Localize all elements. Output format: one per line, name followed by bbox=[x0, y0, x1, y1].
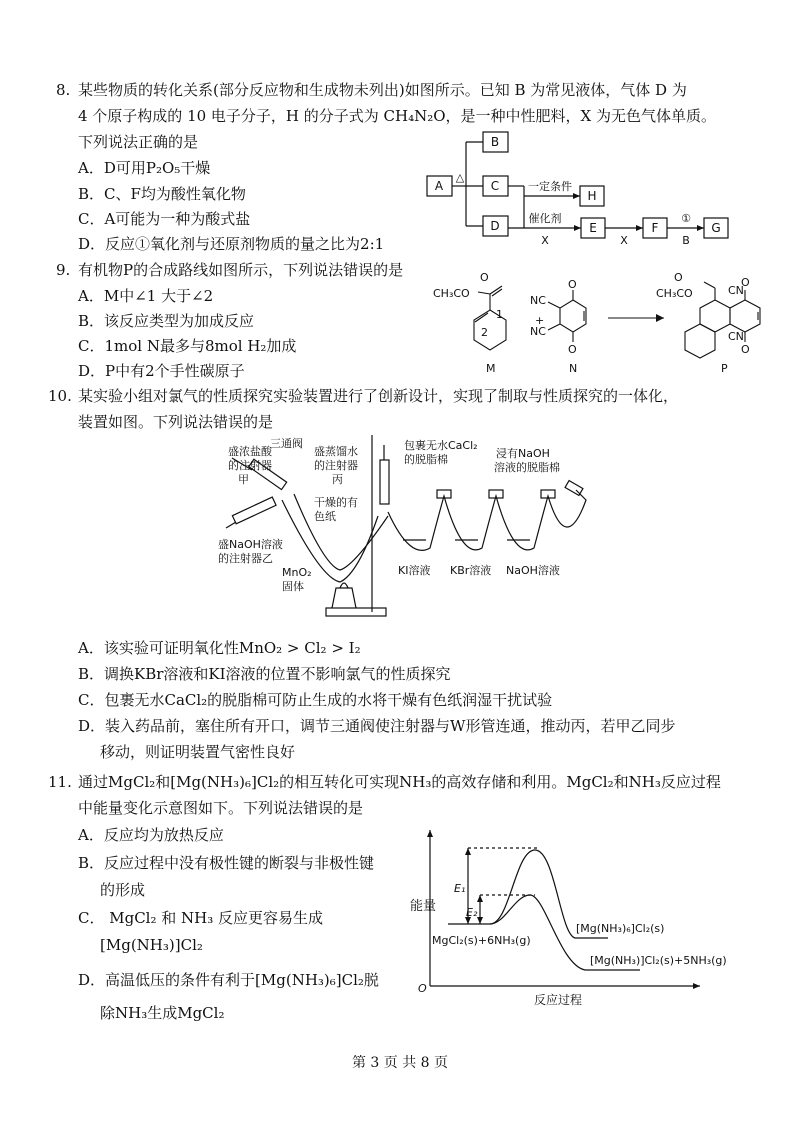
reactant-label: MgCl₂(s)+6NH₃(g) bbox=[432, 934, 531, 947]
q8-line-3: 下列说法正确的是 bbox=[78, 133, 199, 151]
q9-synthesis-scheme bbox=[0, 260, 800, 380]
m-angle-2: 2 bbox=[481, 326, 488, 339]
q9-option-d: D．P中有2个手性碳原子 bbox=[78, 362, 245, 380]
b-reagent-label: B bbox=[682, 234, 690, 247]
mno2-label-1: MnO₂ bbox=[282, 566, 312, 579]
heat-symbol: △ bbox=[455, 171, 465, 184]
q9-number: 9. bbox=[56, 261, 71, 279]
q8-option-b: B．C、F均为酸性氧化物 bbox=[78, 185, 246, 203]
q9-option-a: A．M中∠1 大于∠2 bbox=[78, 287, 214, 305]
q11-option-d-2: 除NH₃生成MgCl₂ bbox=[100, 1004, 225, 1022]
q10-option-a: A．该实验可证明氧化性MnO₂ > Cl₂ > I₂ bbox=[78, 639, 361, 657]
q11-option-c-1: C． MgCl₂ 和 NH₃ 反应更容易生成 bbox=[78, 909, 324, 927]
condition-label: 一定条件 bbox=[528, 180, 572, 193]
q11-option-b-2: 的形成 bbox=[100, 881, 146, 899]
x-axis-label: 反应过程 bbox=[534, 993, 583, 1007]
m-acetoxy: CH₃CO bbox=[433, 287, 470, 300]
node-c: C bbox=[490, 179, 500, 193]
cacl2-cotton-label-1: 包裹无水CaCl₂ bbox=[404, 439, 478, 452]
q10-option-d: D．装入药品前，塞住所有开口，调节三通阀使注射器与W形管连通，推动丙，若甲乙同步 bbox=[78, 717, 676, 735]
n-cn-top: NC bbox=[530, 294, 546, 307]
node-f: F bbox=[651, 221, 659, 235]
syringe-a-label-1: 盛浓盐酸 bbox=[228, 445, 272, 458]
q11-line-1: 11. 通过MgCl₂和[Mg(NH₃)₆]Cl₂的相互转化可实现NH₃的高效存储和利用。MgCl₂和NH₃反应过程 bbox=[48, 773, 721, 791]
q9-stem: 9. 有机物P的合成路线如图所示，下列说法错误的是 bbox=[56, 261, 404, 279]
q9-option-b: B．该反应类型为加成反应 bbox=[78, 312, 255, 330]
q8-option-a: A．D可用P₂O₅干燥 bbox=[78, 159, 211, 177]
node-a: A bbox=[434, 179, 444, 193]
p-o-top: O bbox=[741, 276, 750, 289]
naoh-solution-label: NaOH溶液 bbox=[506, 564, 560, 577]
hexaammine-product-label: [Mg(NH₃)₆]Cl₂(s) bbox=[576, 922, 665, 935]
y-axis-label: 能量 bbox=[410, 899, 437, 914]
q11-option-b-1: B．反应过程中没有极性键的断裂与非极性键 bbox=[78, 854, 375, 872]
syringe-c-label-3: 丙 bbox=[332, 473, 343, 486]
q11-line-2: 中能量变化示意图如下。下列说法错误的是 bbox=[78, 799, 364, 817]
q8-line-2: 4 个原子构成的 10 电子分子，H 的分子式为 CH₄N₂O，是一种中性肥料，X 为无色气体单质。 bbox=[78, 107, 717, 125]
catalyst-label: 催化剂 bbox=[528, 212, 562, 225]
q8-option-d: D．反应①氧化剂与还原剂物质的量之比为2:1 bbox=[78, 235, 385, 253]
q11-option-c-2: [Mg(NH₃)]Cl₂ bbox=[100, 936, 203, 954]
syringe-b-label-1: 盛NaOH溶液 bbox=[218, 538, 283, 551]
p-o-bottom: O bbox=[741, 343, 750, 356]
syringe-a-label-3: 甲 bbox=[238, 473, 249, 486]
m-carbonyl-o: O bbox=[480, 271, 489, 284]
naoh-cotton-label-1: 浸有NaOH bbox=[496, 447, 550, 460]
q10-line-2: 装置如图。下列说法错误的是 bbox=[78, 413, 274, 431]
node-b: B bbox=[490, 135, 500, 149]
node-g: G bbox=[711, 221, 721, 235]
q8-line-1: 8. 某些物质的转化关系(部分反应物和生成物未列出)如图所示。已知 B 为常见液体，气体 D 为 bbox=[56, 81, 687, 99]
x-label-2: X bbox=[620, 234, 628, 247]
q10-apparatus-figure bbox=[0, 430, 800, 630]
p-carbonyl-o: O bbox=[674, 271, 683, 284]
x-label-1: X bbox=[541, 234, 549, 247]
q10-line-1: 10. 某实验小组对氯气的性质探究实验装置进行了创新设计，实现了制取与性质探究的一体化， bbox=[48, 387, 679, 405]
mno2-label-2: 固体 bbox=[282, 580, 304, 593]
n-o-top: O bbox=[568, 278, 577, 291]
label-n: N bbox=[569, 362, 578, 375]
syringe-c-label-1: 盛蒸馏水 bbox=[314, 445, 358, 458]
label-m: M bbox=[486, 362, 496, 375]
dry-paper-label-2: 色纸 bbox=[314, 510, 336, 523]
node-e: E bbox=[589, 221, 597, 235]
p-cn-top: CN bbox=[728, 284, 744, 297]
p-cn-bottom: CN bbox=[728, 330, 744, 343]
origin-label: O bbox=[418, 982, 427, 995]
p-acetoxy: CH₃CO bbox=[656, 287, 693, 300]
plus-sign: + bbox=[535, 314, 545, 327]
q10-option-c: C．包裹无水CaCl₂的脱脂棉可防止生成的水将干燥有色纸润湿干扰试验 bbox=[78, 691, 553, 709]
naoh-cotton-label-2: 溶液的脱脂棉 bbox=[494, 461, 560, 474]
syringe-c-label-2: 的注射器 bbox=[314, 459, 358, 472]
page-footer: 第 3 页 共 8 页 bbox=[351, 1055, 449, 1071]
ki-label: KI溶液 bbox=[398, 564, 431, 577]
node-d: D bbox=[490, 219, 500, 233]
q8-option-c: C．A可能为一种为酸式盐 bbox=[78, 210, 251, 228]
kbr-label: KBr溶液 bbox=[450, 564, 492, 577]
label-p: P bbox=[721, 362, 728, 375]
syringe-a-label-2: 的注射器 bbox=[228, 459, 272, 472]
q11-option-d-1: D．高温低压的条件有利于[Mg(NH₃)₆]Cl₂脱 bbox=[78, 971, 379, 989]
q11-energy-diagram bbox=[0, 820, 800, 1020]
q10-option-b: B．调换KBr溶液和KI溶液的位置不影响氯气的性质探究 bbox=[78, 665, 451, 683]
q11-number: 11. bbox=[48, 773, 72, 791]
q8-transformation-diagram bbox=[0, 0, 800, 270]
q10-number: 10. bbox=[48, 387, 72, 405]
syringe-b-label-2: 的注射器乙 bbox=[218, 552, 273, 565]
n-o-bottom: O bbox=[568, 343, 577, 356]
cacl2-cotton-label-2: 的脱脂棉 bbox=[404, 453, 448, 466]
monoammine-product-label: [Mg(NH₃)]Cl₂(s)+5NH₃(g) bbox=[590, 954, 727, 967]
m-angle-1: 1 bbox=[496, 308, 503, 321]
reaction-1-mark: ① bbox=[681, 212, 691, 225]
n-cn-bottom: NC bbox=[530, 325, 546, 338]
e2-label: E₂ bbox=[466, 906, 478, 919]
q9-option-c: C．1mol N最多与8mol H₂加成 bbox=[78, 337, 297, 355]
q11-option-a: A．反应均为放热反应 bbox=[78, 826, 224, 844]
dry-paper-label-1: 干燥的有 bbox=[314, 496, 358, 509]
valve-label: 三通阀 bbox=[270, 437, 303, 450]
node-h: H bbox=[587, 189, 597, 203]
q10-option-d-cont: 移动，则证明装置气密性良好 bbox=[100, 743, 296, 761]
e1-label: E₁ bbox=[454, 882, 466, 895]
q8-number: 8. bbox=[56, 81, 71, 99]
